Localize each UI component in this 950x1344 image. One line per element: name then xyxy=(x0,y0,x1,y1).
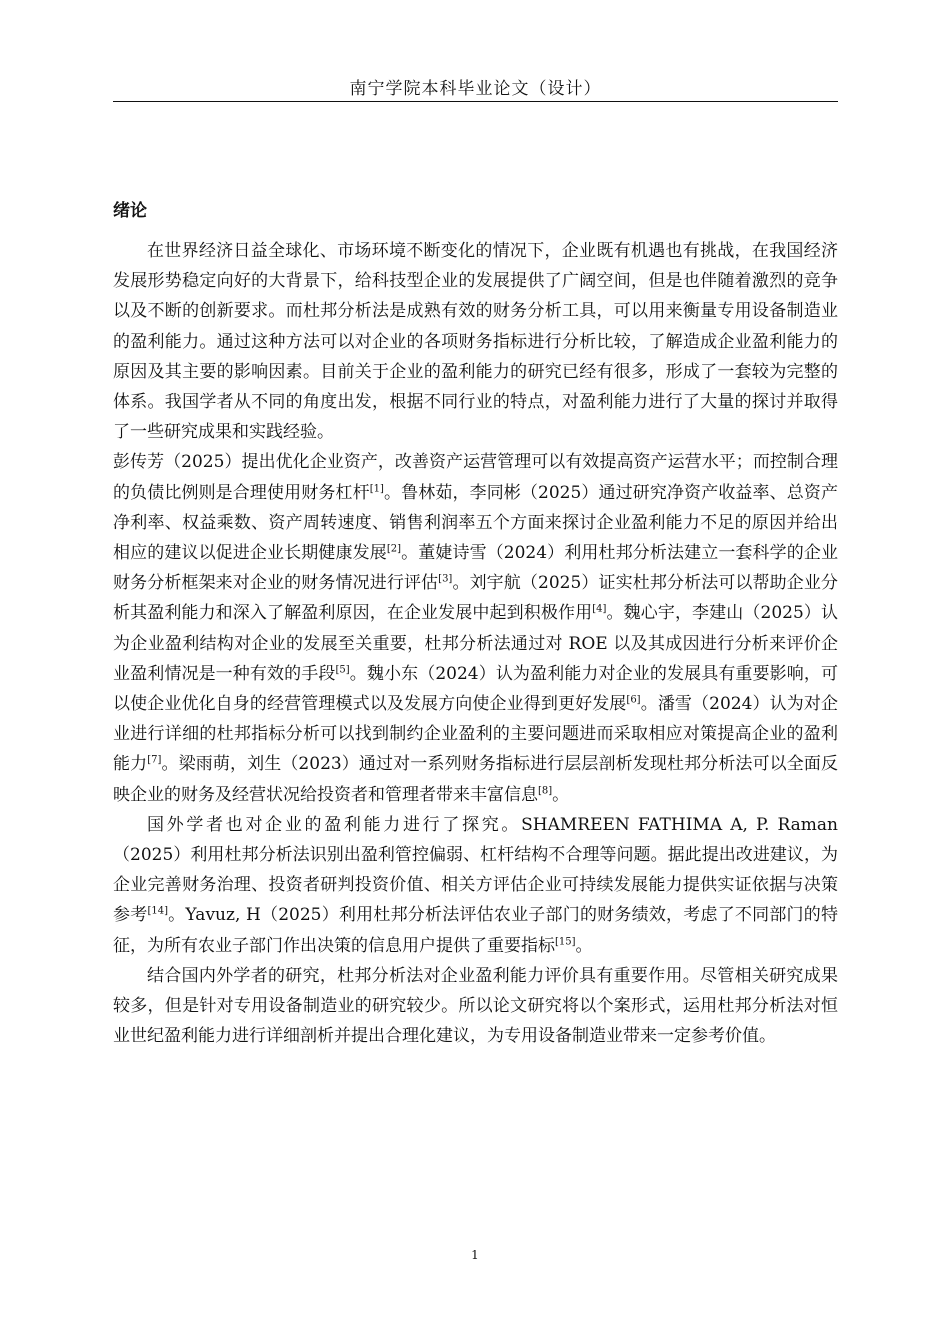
text-run: 国外学者也对企业的盈利能力进行了探究。SHAMREEN FATHIMA A, P. Raman（2025）利用杜邦分析法识别出盈利管控偏弱、杠杆结构不合理等问题。据此提出改进建议，为企业完善财务治理、投资者研判投资价值、相关方评估企业可持续发展能力提供实证依据与决策参考 xyxy=(113,814,838,926)
text-run: 。鲁林茹，李同彬（2025）通过研究净资产收益率、总资产净利率、权益乘数、资产周转速度、销售利润率五个方面来探讨企业盈利能力不足的原因并给出相应的建议以促进企业长期健康发展 xyxy=(113,482,839,564)
running-header: 南宁学院本科毕业论文（设计） xyxy=(349,79,602,99)
paragraph-conclusion: 结合国内外学者的研究，杜邦分析法对企业盈利能力评价具有重要作用。尽管相关研究成果较多，但是针对专用设备制造业的研究较少。所以论文研究将以个案形式，运用杜邦分析法对恒业世纪盈利能力进行详细剖析并提出合理化建议，为专用设备制造业带来一定参考价值。 xyxy=(113,965,838,1047)
text-run: 。梁雨萌，刘生（2023）通过对一系列财务指标进行层层剖析发现杜邦分析法可以全面反映企业的财务及经营状况给投资者和管理者带来丰富信息 xyxy=(113,754,839,805)
text-run: 。董婕诗雪（2024）利用杜邦分析法建立一套科学的企业财务分析框架来对企业的财务情况进行评估 xyxy=(113,543,839,594)
citation-ref: [6] xyxy=(626,694,641,706)
body-text xyxy=(113,236,838,1051)
citation-ref: [1] xyxy=(369,482,384,494)
paragraph-foreign-literature xyxy=(113,810,838,961)
text-run: 。 xyxy=(575,935,593,956)
text-run: 。魏心宇，李建山（2025）认为企业盈利结构对企业的发展至关重要，杜邦分析法通过对 ROE 以及其成因进行分析来评价企业盈利情况是一种有效的手段 xyxy=(113,603,839,684)
text-run: 。魏小东（2024）认为盈利能力对企业的发展具有重要影响，可以使企业优化自身的经营管理模式以及发展方向使企业得到更好发展 xyxy=(113,663,838,715)
paragraph-domestic-context: 在世界经济日益全球化、市场环境不断变化的情况下，企业既有机遇也有挑战，在我国经济发展形势稳定向好的大背景下，给科技型企业的发展提供了广阔空间，但是也伴随着激烈的竞争以及不断的创新要求。而杜邦分析法是成熟有效的财务分析工具，可以用来衡量专用设备制造业的盈利能力。通过这种方法可以对企业的各项财务指标进行分析比较，了解造成企业盈利能力的原因及其主要的影响因素。目前关于企业的盈利能力的研究已经有很多，形成了一套较为完整的体系。我国学者从不同的角度出发，根据不同行业的特点，对盈利能力进行了大量的探讨并取得了一些研究成果和实践经验。 xyxy=(113,241,838,443)
citation-ref: [14] xyxy=(147,905,168,917)
header-divider xyxy=(113,101,838,102)
citation-ref: [3] xyxy=(438,573,453,585)
paragraph-domestic-literature xyxy=(113,447,838,809)
text-run: 彭传芳（2025）提出优化企业资产，改善资产运营管理可以有效提高资产运营水平；而控制合理的负债比例则是合理使用财务杠杆 xyxy=(113,452,838,503)
page-number: 1 xyxy=(471,1248,479,1262)
citation-ref: [15] xyxy=(555,936,576,948)
citation-ref: [8] xyxy=(538,785,553,796)
citation-ref: [5] xyxy=(335,664,350,676)
section-title: 绪论 xyxy=(113,201,147,221)
text-run: 。Yavuz, H（2025）利用杜邦分析法评估农业子部门的财务绩效，考虑了不同部门的特征，为所有农业子部门作出决策的信息用户提供了重要指标 xyxy=(113,905,838,956)
citation-ref: [4] xyxy=(592,603,607,615)
text-run: 。刘宇航（2025）证实杜邦分析法可以帮助企业分析其盈利能力和深入了解盈利原因，在企业发展中起到积极作用 xyxy=(113,573,839,624)
text-run: 。 xyxy=(552,784,570,805)
text-run: 。潘雪（2024）认为对企业进行详细的杜邦指标分析可以找到制约企业盈利的主要问题进而采取相应对策提高企业的盈利能力 xyxy=(113,694,838,775)
citation-ref: [2] xyxy=(386,543,401,555)
citation-ref: [7] xyxy=(147,754,162,766)
